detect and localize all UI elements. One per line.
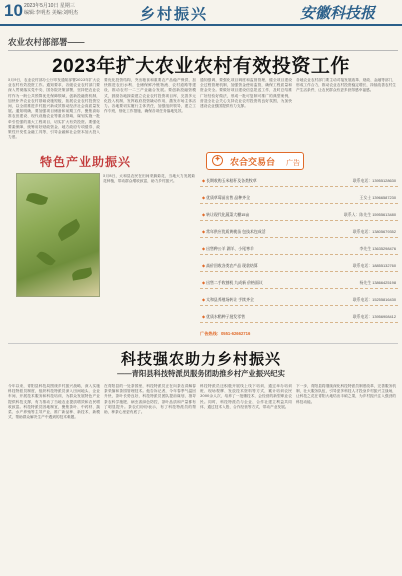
newspaper-logo: 安徽科技报	[300, 6, 376, 22]
article-column-2: 在青阳县的一处茶园里，科技特派员正在向茶农讲解春茶采摘和茶园管理技术。他告诉记者，今年春季气温回升快，茶叶长势良好，科技特派员团队提前谋划，指导茶农科学施肥、病虫害绿色防控，茶叶品质和产量都有了明显提升。茶农们纷纷表示，有了科技特派员的帮助，种茶心里更有底了。	[104, 384, 196, 415]
ads-header-tag: 广告	[286, 160, 300, 167]
banner-rubric: 农业农村部部署——	[8, 36, 398, 51]
banner-column-1: 5月9日，农业农村部办公厅印发通知部署2023年扩大农业农村有效投资工作。通知要求，各级农业农村部门要深入贯彻落实党中央、国务院决策部署，坚持把农业农村作为一般公共预算优先保障领域，创新投融资机制，加快补齐农业农村基础设施短板，拓展农业农村投资空间，以全面推进乡村振兴新成效推动经济社会高质量发展。通知明确，要加强项目储备和前期工作，聚焦高标准农田建设、现代设施农业等重点领域，谋划实施一批牵引性强的重大工程项目，切实扩大有效投资。要强化要素保障，统筹用好财政资金、地方政府专项债券、政策性开发性金融工具等，引导金融和社会资本加大投入力度。	[8, 78, 100, 140]
ad-item	[200, 191, 398, 204]
masthead-date: 2023年5月10日 星期三	[24, 3, 75, 9]
ad-title: 优质水稻种子批发零售	[206, 314, 245, 319]
banner-column-3: 通知强调，要强化项目调度和监督管理，健全项目建设全过程管理机制，加强资金使用监管，确保工程质量和资金安全。要做好项目建设信息报送工作，及时总结推广好经验好做法，形成一批可复制可推广的典型案例，营造全社会关心支持农业农村投资的良好氛围，为加快建设农业强国提供有力支撑。	[200, 78, 292, 109]
article-subhead: ——青阳县科技特派员服务团助推乡村产业振兴纪实	[117, 369, 285, 378]
ad-item	[200, 276, 398, 289]
ad-contact: 联系电话：18855132760	[352, 263, 396, 268]
ads-hotline: 广告热线：0551-62662716	[200, 331, 251, 336]
ad-contact: 联系电话：13956908412	[352, 314, 396, 319]
ad-bullet-icon: ◆	[202, 314, 206, 319]
ad-bullet-icon: ◆	[202, 297, 206, 302]
ad-contact: 杨先生 13866425198	[359, 280, 396, 285]
ad-bullet-icon: ◆	[202, 229, 206, 234]
ad-contact: 王女士 13966587230	[359, 195, 396, 200]
ad-title: 长期收购玉米秸秆及各类牧草	[206, 178, 257, 183]
banner-column-4: 各地农业农村部门要主动对接发展改革、财政、金融等部门，形成工作合力，推动农业农村投资稳定增长，持续改善农村生产生活条件，让农民群众有更多获得感幸福感。	[296, 78, 396, 93]
feature-title: 特色产业助振兴	[40, 155, 132, 169]
ad-bullet-icon: ◆	[202, 246, 206, 251]
ad-bullet-icon: ◆	[202, 280, 206, 285]
section-title: 乡村振兴	[140, 7, 209, 23]
ad-contact: 联系电话：15255816430	[352, 297, 396, 302]
ad-bullet-icon: ◆	[202, 212, 206, 217]
ad-contact: 李先生 13635298476	[359, 246, 396, 251]
section-divider	[8, 343, 398, 344]
masthead	[0, 0, 402, 26]
ad-item	[200, 293, 398, 306]
ad-bullet-icon: ◆	[202, 195, 206, 200]
ad-contact: 联系电话：13955128630	[352, 178, 396, 183]
ad-item	[200, 310, 398, 323]
article-column-4: 下一步，青阳县将继续深化科技特派员制度改革，完善服务机制，壮大服务队伍，引导更多科技人才投身乡村振兴主战场，让科技之花在青阳大地结出丰硕之果，为乡村振兴注入强劲的科技动能。	[296, 384, 396, 404]
ad-item	[200, 242, 398, 255]
ad-item	[200, 225, 398, 238]
masthead-meta	[24, 3, 94, 17]
article-column-3: 科技特派员还积极开展线上线下培训，通过举办培训班、现场观摩、发放技术资料等方式，累计培训农民3000余人次，培养了一批懂技术、会经营的新型职业农民。同时，科技特派员与企业、合作社建立利益共同体，通过技术入股、合作经营等方式，带动产业发展。	[200, 384, 292, 409]
ad-contact: 联系电话：13805679352	[352, 229, 396, 234]
banner-column-2: 要优化投资结构，突出粮食和重要农产品稳产保供，加快推进农田水利、仓储保鲜冷链物流、农村道路等建设，推动农村一二三产业融合发展。要创新投融资模式，鼓励各地探索建立农业农村投资项目库，完善多元化投入机制，发挥政府投资撬动作用，激发市场主体活力。各地要切实履行主体责任，加强组织领导，建立工作专班，细化工作措施，确保各项任务落地见效。	[104, 78, 196, 114]
ad-title: 优质草莓苗出售 品种齐全	[206, 195, 250, 200]
ad-bullet-icon: ◆	[202, 263, 206, 268]
feature-caption: 5月8日，太和县农民在田间采摘菊花，当地大力发展菊花种植，带动群众增收致富，助力乡村振兴。	[103, 174, 195, 184]
ad-item	[200, 174, 398, 187]
handshake-icon: ✦	[212, 155, 223, 166]
page-number: 10	[4, 1, 23, 20]
ad-title: 太和县养殖场转让 手续齐全	[206, 297, 254, 302]
ads-header-title: 农合交易台	[230, 157, 276, 167]
ad-title: 出售种公羊 湖羊、小尾寒羊	[206, 246, 254, 251]
ad-item	[200, 208, 398, 221]
ad-title: 常年供应优质黄桃苗 包技术包成活	[206, 229, 266, 234]
masthead-editors: 编辑:李明杰 美编:刘明杰	[24, 10, 79, 16]
feature-photo	[16, 173, 100, 297]
ad-contact: 联系人：陈先生 15955613480	[343, 212, 396, 217]
banner-headline: 2023年扩大农业农村有效投资工作	[52, 56, 350, 77]
ad-item	[200, 259, 398, 272]
ad-title: 转让现代化蔬菜大棚15亩	[206, 212, 250, 217]
ad-bullet-icon: ◆	[202, 178, 206, 183]
article-headline: 科技强农助力乡村振兴	[120, 352, 281, 368]
ad-title: 出售二手收割机 九成新 价格面议	[206, 280, 263, 285]
ad-title: 高价回收各类农产品 现款结算	[206, 263, 258, 268]
article-column-1: 今年以来，青阳县科技局围绕乡村振兴战略，深入实施科技特派员制度，组织科技特派员深入田间地头、企业车间，开展技术服务和科技培训，为群众发展特色产业提供科技支撑，有力推动了当地农业提质增效和农民增收致富。科技特派员因地制宜，聚焦茶叶、中药材、蔬菜、水产养殖等主导产业，推广新品种、新技术、新模式，帮助群众解决生产中遇到的技术难题。	[8, 384, 100, 420]
